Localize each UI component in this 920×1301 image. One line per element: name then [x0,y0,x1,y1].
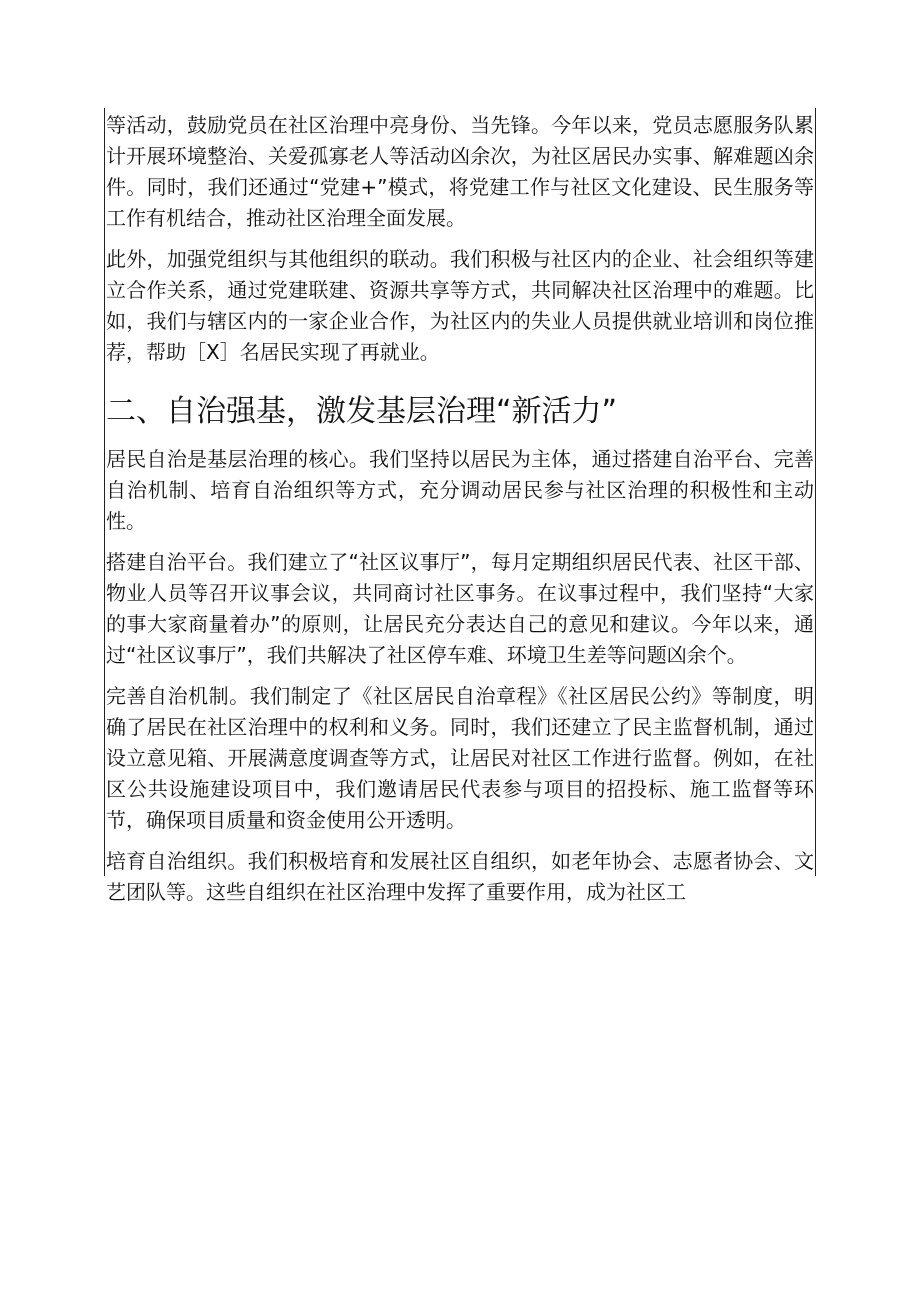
paragraph-governance-platform: 搭建自治平台。我们建立了“社区议事厅”，每月定期组织居民代表、社区干部、物业人员等召开议事会议，共同商讨社区事务。在议事过程中，我们坚持“大家的事大家商量着办”的原则，让居民充分表达自己的意见和建议。今年以来，通过“社区议事厅”，我们共解决了社区停车难、环境卫生差等问题凶余个。 [106,550,814,667]
paragraph-governance-mechanism: 完善自治机制。我们制定了《社区居民自治章程》《社区居民公约》等制度，明确了居民在社区治理中的权利和义务。同时，我们还建立了民主监督机制，通过设立意见箱、开展满意度调查等方式，让居民对社区工作进行监督。例如，在社区公共设施建设项目中，我们邀请居民代表参与项目的招投标、施工监督等环节，确保项目质量和资金使用公开透明。 [106,684,814,832]
paragraph-party-volunteer-activities: 等活动，鼓励党员在社区治理中亮身份、当先锋。今年以来，党员志愿服务队累计开展环境整治、关爱孤寡老人等活动凶余次，为社区居民办实事、解难题凶余件。同时，我们还通过“党建+”模式，将党建工作与社区文化建设、民生服务等工作有机结合，推动社区治理全面发展。 [106,113,814,230]
paragraph-resident-self-governance: 居民自治是基层治理的核心。我们坚持以居民为主体，通过搭建自治平台、完善自治机制、培育自治组织等方式，充分调动居民参与社区治理的积极性和主动性。 [106,447,814,533]
paragraph-party-organization-linkage: 此外，加强党组织与其他组织的联动。我们积极与社区内的企业、社会组织等建立合作关系，通过党建联建、资源共享等方式，共同解决社区治理中的难题。比如，我们与辖区内的一家企业合作，为社区内的失业人员提供就业培训和岗位推荐，帮助［X］名居民实现了再就业。 [106,247,814,364]
paragraph-self-organizations: 培育自治组织。我们积极培育和发展社区自组织，如老年协会、志愿者协会、文艺团队等。这些自组织在社区治理中发挥了重要作用，成为社区工 [106,849,814,904]
document-body [106,110,814,918]
section-heading-self-governance: 二、自治强基，激发基层治理“新活力” [106,394,618,429]
